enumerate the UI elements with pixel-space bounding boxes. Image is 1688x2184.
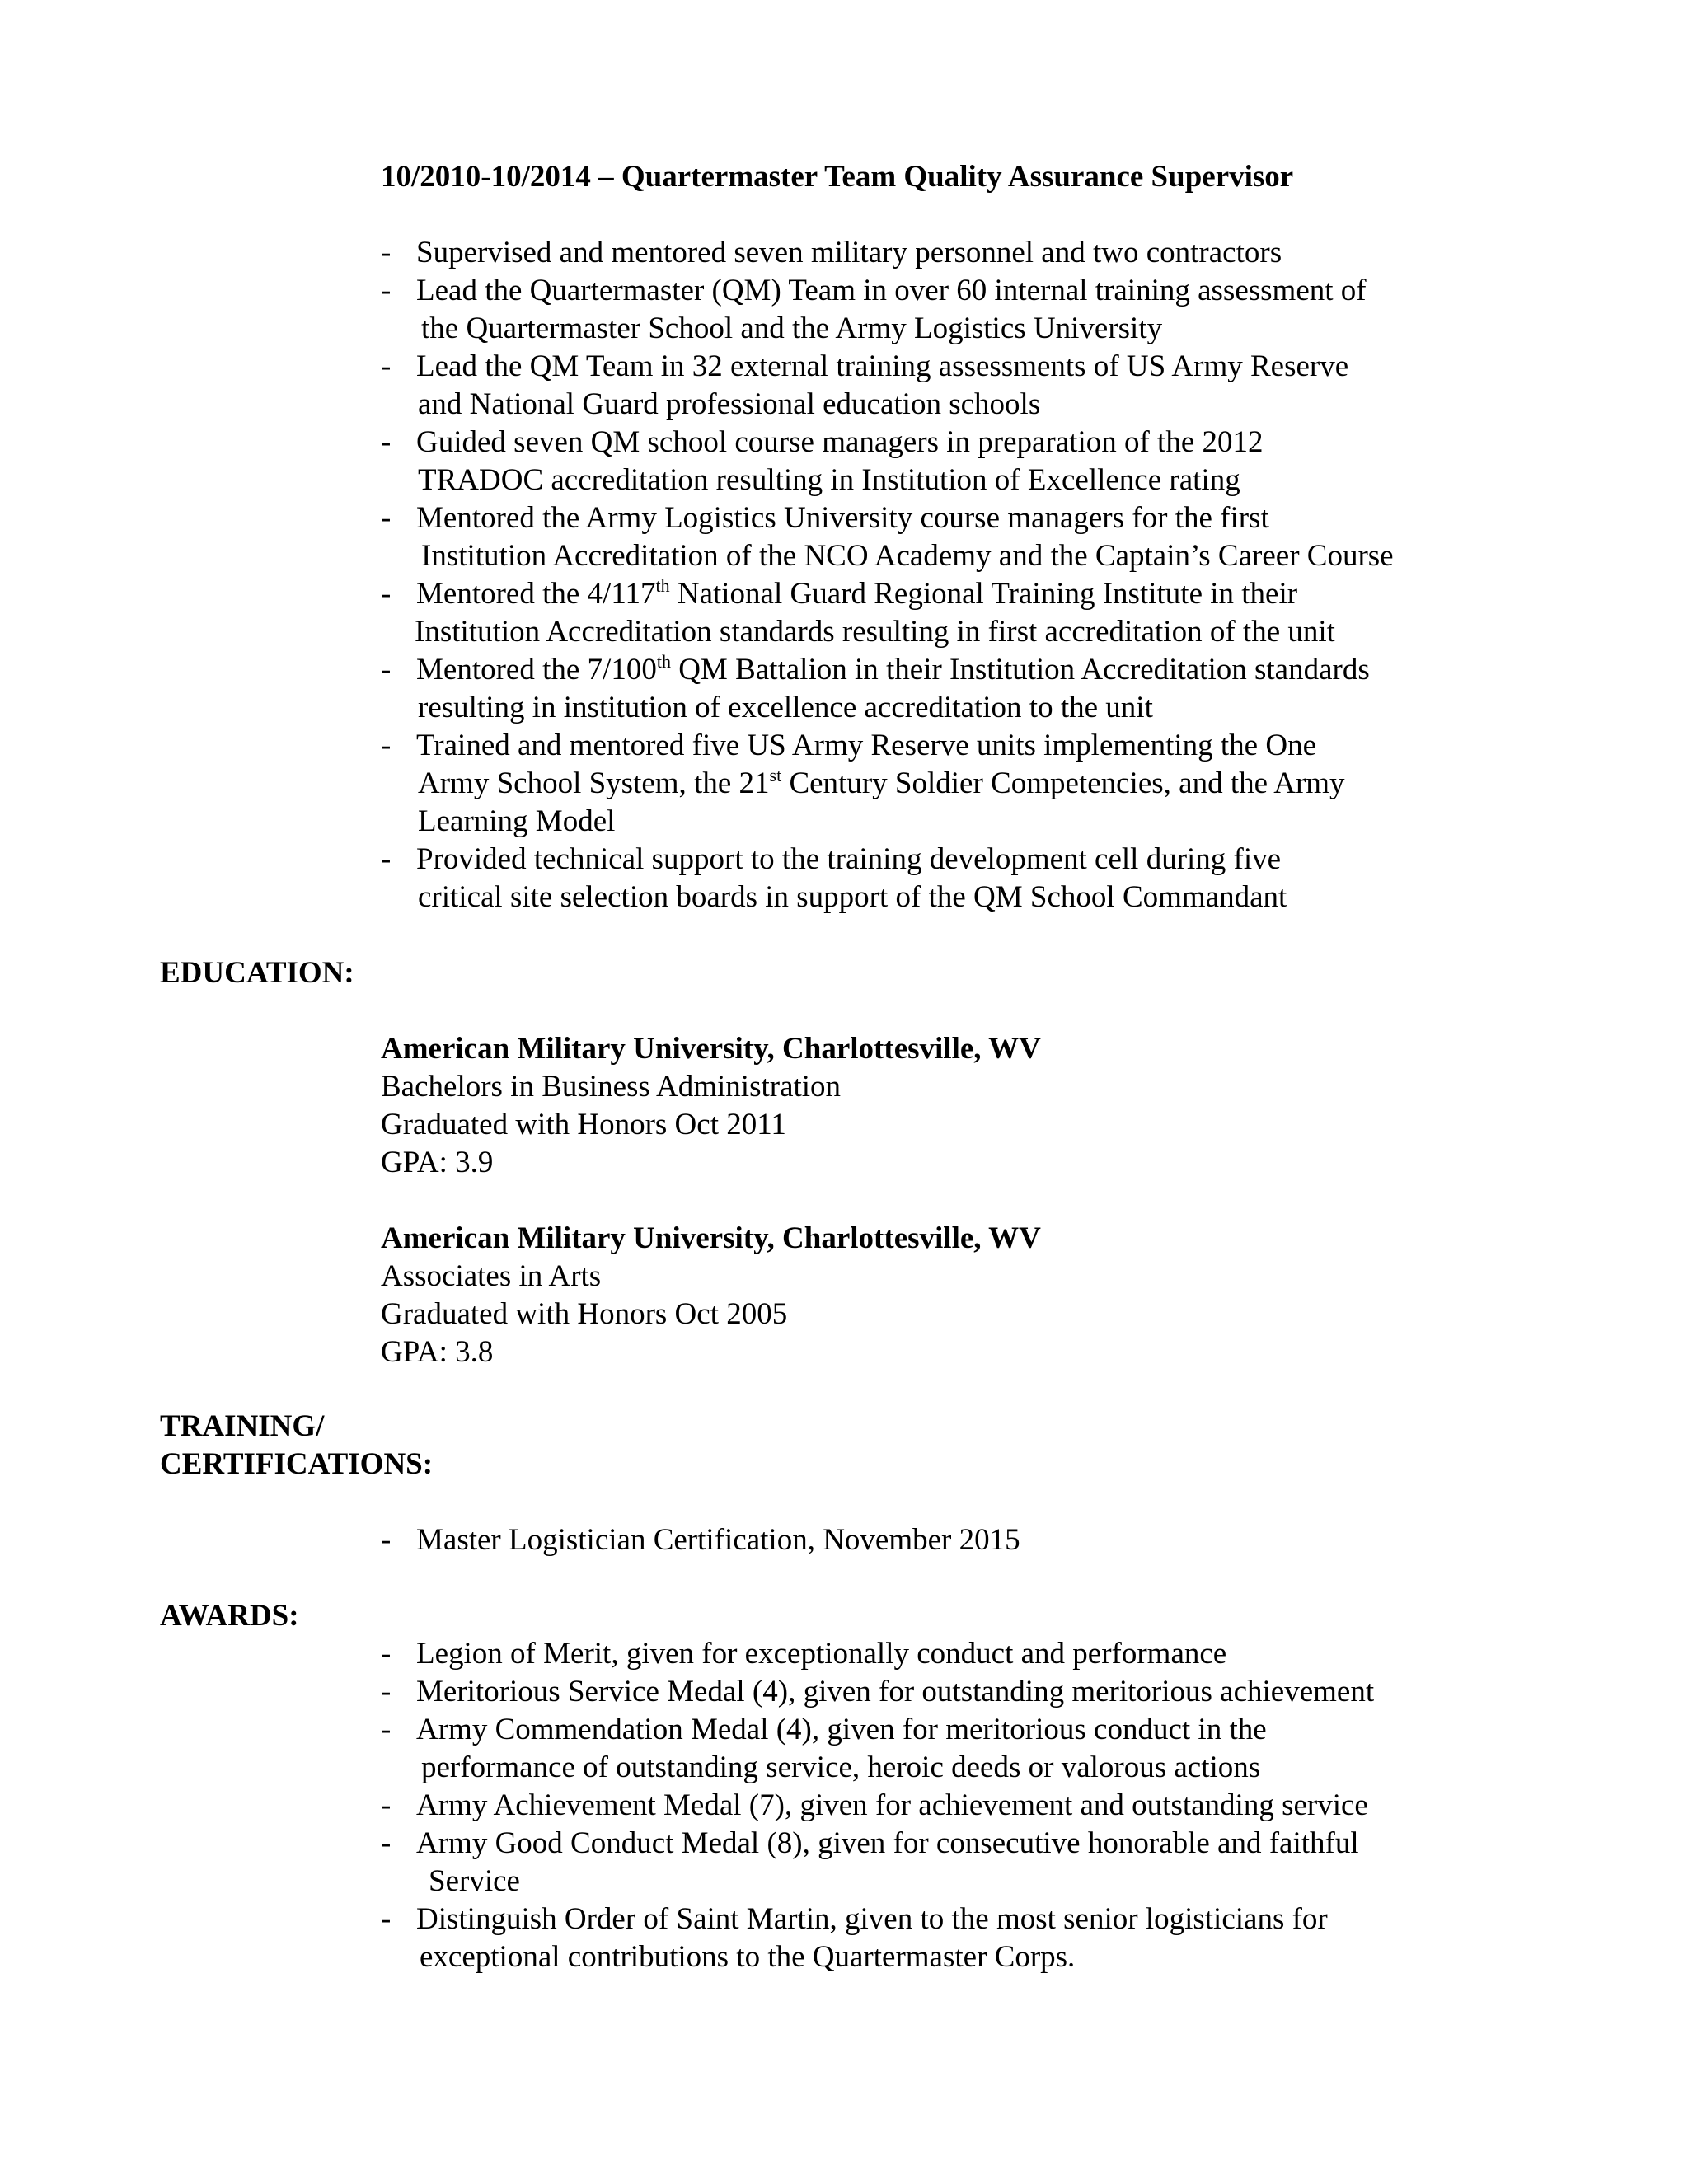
bullet-dash: - <box>381 1523 392 1557</box>
bullet-text-cont: Institution Accreditation standards resulting in first accreditation of the unit <box>415 615 1335 649</box>
bullet-dash: - <box>381 729 392 762</box>
job-title: 10/2010-10/2014 – Quartermaster Team Quality Assurance Supervisor <box>381 160 1294 194</box>
degree: Associates in Arts <box>381 1259 602 1293</box>
bullet-text: Distinguish Order of Saint Martin, given to the most senior logisticians for <box>416 1902 1328 1936</box>
bullet-text: Master Logistician Certification, November 2015 <box>416 1523 1020 1557</box>
bullet-text <box>416 651 1370 689</box>
ordinal-suffix: th <box>655 575 670 596</box>
graduation: Graduated with Honors Oct 2011 <box>381 1108 786 1141</box>
bullet-text-cont: and National Guard professional education schools <box>418 387 1041 421</box>
bullet-text-cont: the Quartermaster School and the Army Logistics University <box>421 312 1163 345</box>
bullet-text-cont: critical site selection boards in support of the QM School Commandant <box>418 880 1287 914</box>
bullet-text-part: Century Soldier Competencies, and the Army <box>781 766 1345 800</box>
bullet-text-cont: Institution Accreditation of the NCO Academy and the Captain’s Career Course <box>421 539 1394 573</box>
bullet-text-part: Mentored the 7/100 <box>416 653 657 687</box>
bullet-text: Army Achievement Medal (7), given for achievement and outstanding service <box>416 1788 1368 1822</box>
school-name: American Military University, Charlottesville, WV <box>381 1032 1041 1066</box>
bullet-text: Army Good Conduct Medal (8), given for consecutive honorable and faithful <box>416 1826 1359 1860</box>
bullet-text: Supervised and mentored seven military personnel and two contractors <box>416 236 1282 269</box>
bullet-dash: - <box>381 1713 392 1746</box>
bullet-text-part: Mentored the 4/117 <box>416 577 656 611</box>
bullet-text-cont: exceptional contributions to the Quartermaster Corps. <box>420 1940 1076 1974</box>
school-name: American Military University, Charlottesville, WV <box>381 1221 1041 1255</box>
bullet-text-cont: performance of outstanding service, heroic deeds or valorous actions <box>421 1750 1261 1784</box>
bullet-text-part: National Guard Regional Training Institute in their <box>669 577 1298 611</box>
ordinal-suffix: th <box>656 651 671 672</box>
bullet-dash: - <box>381 577 392 611</box>
bullet-text: Mentored the Army Logistics University course managers for the first <box>416 501 1269 535</box>
bullet-dash: - <box>381 501 392 535</box>
bullet-dash: - <box>381 1675 392 1708</box>
bullet-text-cont: Service <box>429 1864 520 1898</box>
degree: Bachelors in Business Administration <box>381 1070 842 1104</box>
bullet-text-part: Army School System, the 21 <box>418 766 770 800</box>
gpa: GPA: 3.9 <box>381 1146 494 1179</box>
graduation: Graduated with Honors Oct 2005 <box>381 1297 788 1331</box>
bullet-text: Guided seven QM school course managers in preparation of the 2012 <box>416 425 1264 459</box>
bullet-text: Trained and mentored five US Army Reserve units implementing the One <box>416 729 1316 762</box>
bullet-dash: - <box>381 1826 392 1860</box>
section-heading-awards: AWARDS: <box>160 1599 299 1633</box>
bullet-dash: - <box>381 349 392 383</box>
bullet-text: Legion of Merit, given for exceptionally conduct and performance <box>416 1637 1227 1671</box>
bullet-text-part: QM Battalion in their Institution Accreditation standards <box>670 653 1370 687</box>
section-heading-certifications: CERTIFICATIONS: <box>160 1447 434 1481</box>
bullet-dash: - <box>381 1788 392 1822</box>
bullet-dash: - <box>381 653 392 687</box>
bullet-dash: - <box>381 1902 392 1936</box>
bullet-dash: - <box>381 425 392 459</box>
bullet-text: Lead the QM Team in 32 external training assessments of US Army Reserve <box>416 349 1349 383</box>
section-heading-education: EDUCATION: <box>160 956 354 990</box>
bullet-dash: - <box>381 1637 392 1671</box>
ordinal-suffix: st <box>769 765 782 785</box>
bullet-dash: - <box>381 274 392 307</box>
bullet-dash: - <box>381 842 392 876</box>
bullet-text <box>416 575 1297 613</box>
bullet-text: Army Commendation Medal (4), given for meritorious conduct in the <box>416 1713 1267 1746</box>
bullet-text-cont: TRADOC accreditation resulting in Institution of Excellence rating <box>418 463 1240 497</box>
bullet-text: Lead the Quartermaster (QM) Team in over 60 internal training assessment of <box>416 274 1367 307</box>
bullet-text: Meritorious Service Medal (4), given for outstanding meritorious achievement <box>416 1675 1375 1708</box>
bullet-text-cont <box>418 765 1345 803</box>
section-heading-training: TRAINING/ <box>160 1409 325 1443</box>
bullet-text-cont: Learning Model <box>418 804 616 838</box>
bullet-text-cont: resulting in institution of excellence accreditation to the unit <box>418 691 1153 724</box>
gpa: GPA: 3.8 <box>381 1335 494 1369</box>
bullet-dash: - <box>381 236 392 269</box>
bullet-text: Provided technical support to the training development cell during five <box>416 842 1282 876</box>
